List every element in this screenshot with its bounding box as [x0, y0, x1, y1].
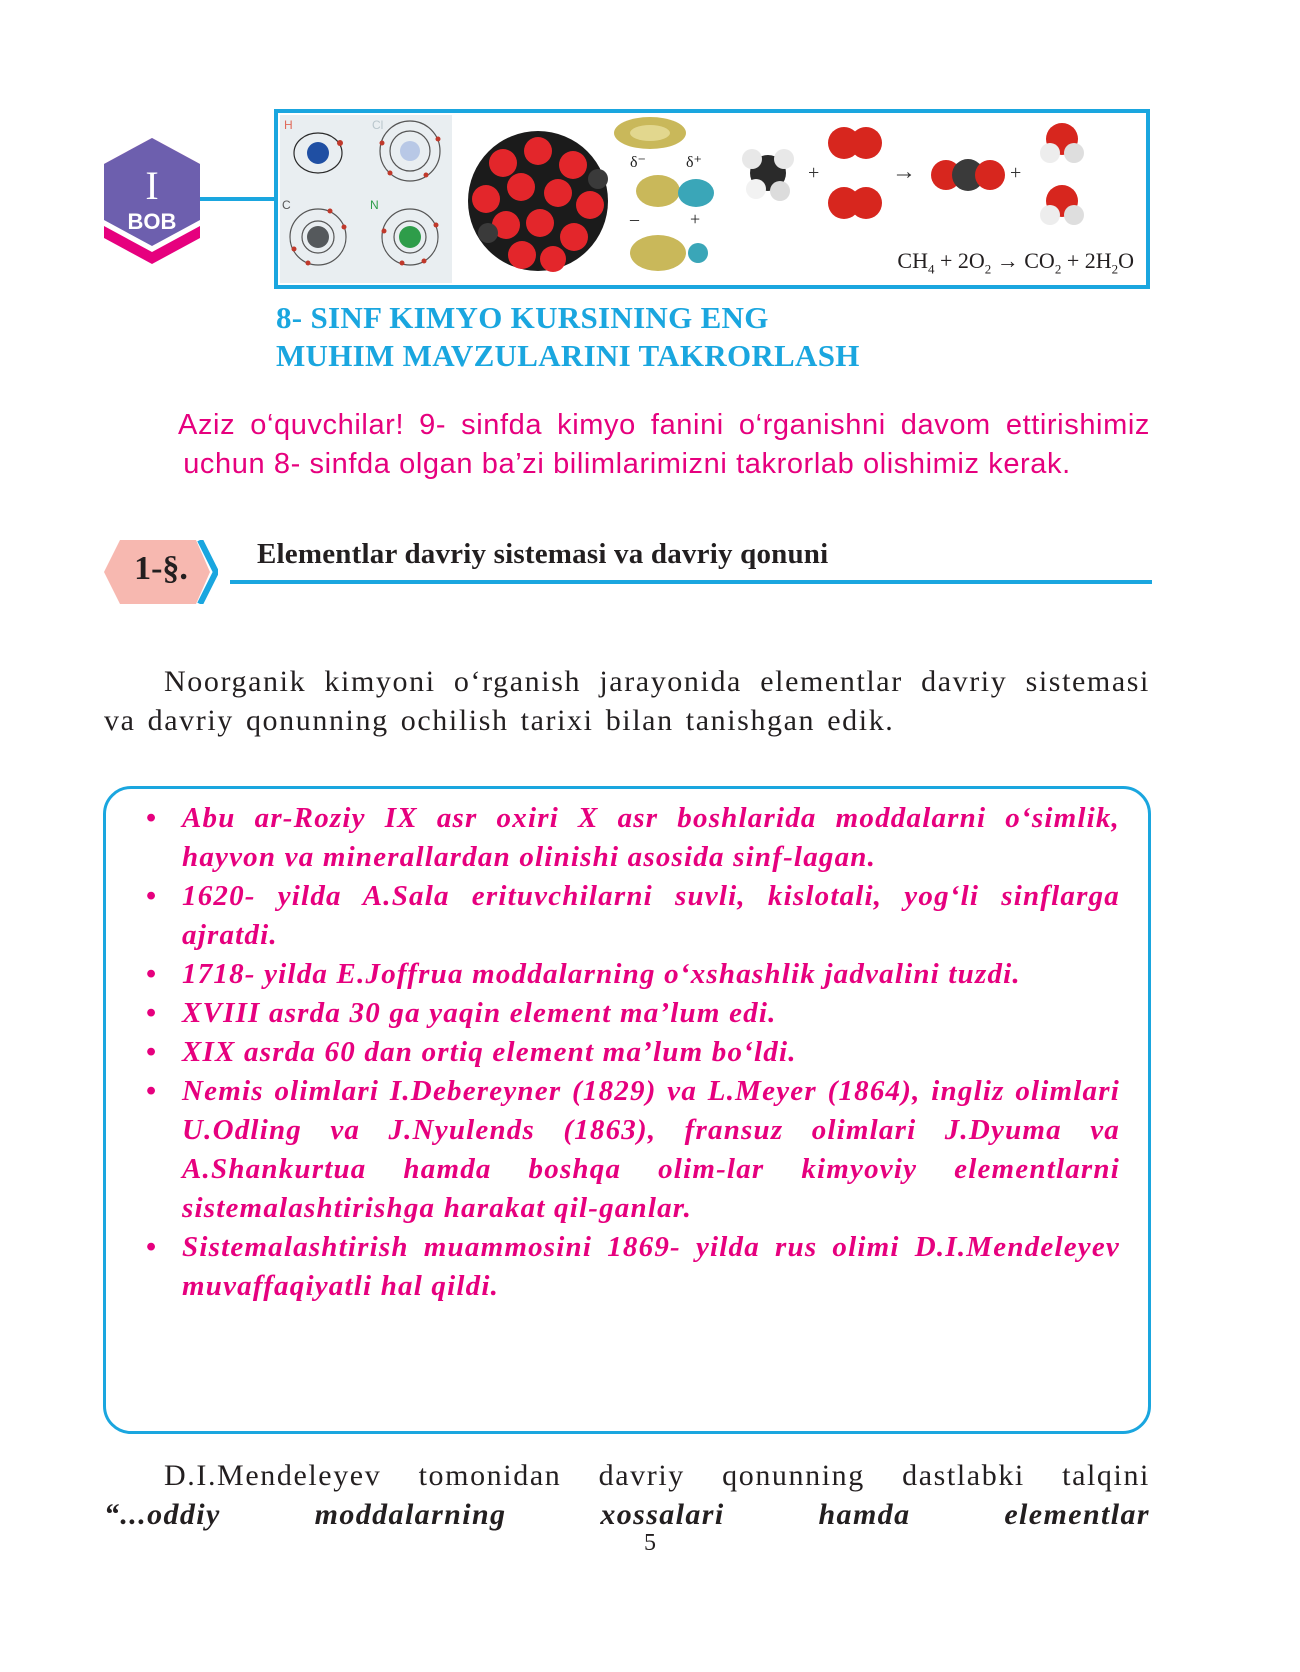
chapter-title-line-1: 8- SINF KIMYO KURSINING ENG: [276, 300, 769, 335]
svg-text:→: →: [892, 159, 916, 185]
paragraph-2-quote: “...oddiy moddalarning xossalari hamda elementlar: [104, 1498, 1150, 1531]
chapter-title-line-2: MUHIM MAVZULARINI TAKRORLASH: [276, 338, 860, 373]
body-paragraph-1: Noorganik kimyoni o‘rganish jarayonida elementlar davriy sistemasi va davriy qonunning ochilish tarixi bilan tanishgan edik.: [104, 665, 1150, 737]
orbital-shapes-icon: [614, 117, 714, 271]
methane-molecule-icon: [742, 149, 794, 201]
chapter-numeral: I: [145, 163, 159, 208]
chapter-badge: [104, 138, 200, 268]
water-molecules-icon: [1040, 123, 1084, 225]
list-item: • Abu ar-Roziy IX asr oxiri X asr boshlarida moddalarni o‘simlik, hayvon va minerallardan olinishi asosida sinf-lagan.: [140, 799, 1120, 877]
carbon-dioxide-molecule-icon: [931, 159, 1005, 191]
atomic-nucleus-icon: [468, 131, 608, 272]
page-number: 5: [644, 1530, 656, 1556]
svg-text:Cl: Cl: [372, 118, 384, 132]
list-item: • Sistemalashtirish muammosini 1869- yilda rus olimi D.I.Mendeleyev muvaffaqiyatli hal qildi.: [140, 1228, 1120, 1306]
list-item: • 1718- yilda E.Joffrua moddalarning o‘xshashlik jadvalini tuzdi.: [140, 955, 1120, 994]
combustion-equation: $CH_4 + 2O_2 \to CO_2 + 2H_2O$: [897, 247, 1134, 276]
oxygen-molecules-icon: [828, 127, 882, 219]
svg-text:C: C: [282, 198, 291, 212]
intro-text: Aziz o‘quvchilar! 9- sinfda kimyo fanini o‘rganishni davom ettirishimiz uchun 8- sinfda olgan ba’zi bilimlarimizni takrorlab olishimiz kerak.: [178, 409, 1150, 480]
chapter-illustration: [274, 109, 1150, 289]
paragraph-2-lead: D.I.Mendeleyev tomonidan davriy qonunning dastlabki talqini: [164, 1459, 1150, 1492]
chapter-word: BOB: [127, 209, 177, 234]
svg-text:δ⁺: δ⁺: [686, 154, 702, 171]
section-number: 1-§.: [134, 550, 188, 587]
badge-connector-line: [200, 197, 275, 201]
section-rule: [230, 580, 1152, 584]
svg-text:–: –: [630, 209, 639, 229]
svg-text:+: +: [808, 162, 820, 184]
svg-text:H: H: [284, 118, 293, 132]
list-item: • 1620- yilda A.Sala erituvchilarni suvli, kislotali, yog‘li sinflarga ajratdi.: [140, 877, 1120, 955]
history-info-box: [103, 786, 1151, 1434]
history-bullet-list: [140, 799, 1120, 1306]
list-item: • XVIII asrda 30 ga yaqin element ma’lum edi.: [140, 994, 1120, 1033]
list-item: • Nemis olimlari I.Debereyner (1829) va L.Meyer (1864), ingliz olimlari U.Odling va J.Nyulends (1863), fransuz olimlari J.Dyuma va A.Shankurtua hamda boshqa olim-lar kimyoviy elementlarni sistemalashtirishga harakat qil-ganlar.: [140, 1072, 1120, 1228]
svg-text:δ⁻: δ⁻: [630, 154, 646, 171]
svg-text:+: +: [1010, 162, 1022, 184]
svg-text:N: N: [370, 198, 379, 212]
list-item: • XIX asrda 60 dan ortiq element ma’lum bo‘ldi.: [140, 1033, 1120, 1072]
body-paragraph-2: [104, 1456, 1150, 1534]
svg-text:+: +: [690, 209, 701, 229]
chapter-title: [276, 299, 1176, 375]
section-title: Elementlar davriy sistemasi va davriy qonuni: [257, 538, 829, 570]
